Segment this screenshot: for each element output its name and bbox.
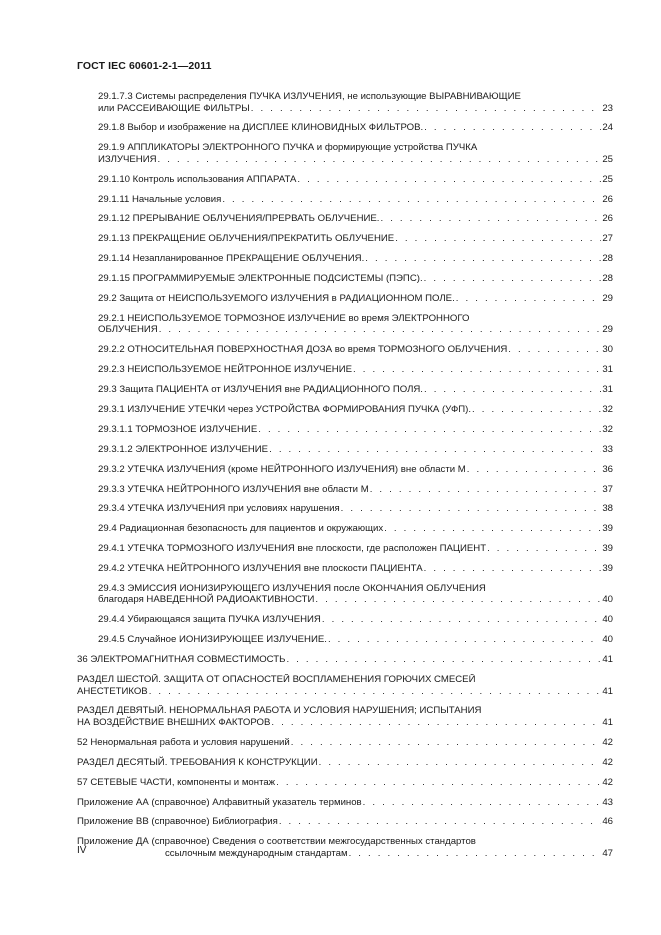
toc-entry-row xyxy=(98,154,613,166)
toc-entry[interactable] xyxy=(77,194,613,206)
toc-entry[interactable] xyxy=(77,737,613,749)
toc-page-number: 27 xyxy=(602,233,613,245)
dot-leader xyxy=(279,816,602,828)
toc-entry-title: РАЗДЕЛ ДЕСЯТЫЙ. ТРЕБОВАНИЯ К КОНСТРУКЦИИ xyxy=(77,756,318,768)
toc-entry[interactable] xyxy=(77,464,613,476)
toc-entry[interactable] xyxy=(77,384,613,396)
toc-page-number: 39 xyxy=(602,523,613,535)
toc-entry-title-line: Приложение ДА (справочное) Сведения о соответствии межгосударственных стандартов xyxy=(77,836,476,848)
dot-leader xyxy=(349,848,602,860)
dot-leader xyxy=(424,563,602,575)
toc-entry[interactable] xyxy=(77,273,613,285)
toc-entry-title: 29.3.1.2 ЭЛЕКТРОННОЕ ИЗЛУЧЕНИЕ xyxy=(98,443,269,455)
dot-leader xyxy=(395,233,601,245)
toc-entry-title: Приложение ВВ (справочное) Библиография xyxy=(77,816,278,828)
toc-page-number: 41 xyxy=(602,685,613,697)
dot-leader xyxy=(341,503,602,515)
toc-page-number: 36 xyxy=(602,463,613,475)
dot-leader xyxy=(487,543,601,555)
toc-entry[interactable] xyxy=(77,122,613,134)
toc-entry[interactable] xyxy=(77,364,613,376)
toc-entry-row xyxy=(98,563,613,575)
dot-leader xyxy=(271,717,601,729)
dot-leader xyxy=(353,364,601,376)
toc-page-number: 32 xyxy=(602,403,613,415)
toc-page-number: 42 xyxy=(602,736,613,748)
toc-entry-title: 29.3 Защита ПАЦИЕНТА от ИЗЛУЧЕНИЯ вне РАДИАЦИОННОГО ПОЛЯ. xyxy=(98,384,423,396)
toc-page-number: 29 xyxy=(602,293,613,305)
toc-entry-row xyxy=(98,324,613,336)
toc-entry-row xyxy=(98,344,613,356)
toc-page-number: 30 xyxy=(602,344,613,356)
toc-page-number: 25 xyxy=(602,173,613,185)
toc-page-number: 26 xyxy=(602,213,613,225)
dot-leader xyxy=(258,424,601,436)
toc-entry-title: 36 ЭЛЕКТРОМАГНИТНАЯ СОВМЕСТИМОСТЬ xyxy=(77,654,286,666)
toc-entry[interactable] xyxy=(77,654,613,666)
dot-leader xyxy=(384,523,601,535)
dot-leader xyxy=(365,253,601,265)
toc-entry-title: или РАССЕИВАЮЩИЕ ФИЛЬТРЫ xyxy=(98,102,250,114)
toc-entry-title: 29.3.4 УТЕЧКА ИЗЛУЧЕНИЯ при условиях нарушения xyxy=(98,503,340,515)
toc-entry-row xyxy=(98,384,613,396)
toc-entry-title-line: РАЗДЕЛ ДЕВЯТЫЙ. НЕНОРМАЛЬНАЯ РАБОТА И УСЛОВИЯ НАРУШЕНИЯ; ИСПЫТАНИЯ xyxy=(77,705,482,717)
toc-entry-title: 52 Ненормальная работа и условия нарушений xyxy=(77,736,290,748)
toc-entry-title: 29.3.1 ИЗЛУЧЕНИЕ УТЕЧКИ через УСТРОЙСТВА ФОРМИРОВАНИЯ ПУЧКА (УФП). xyxy=(98,403,472,415)
toc-entry[interactable] xyxy=(77,344,613,356)
dot-leader xyxy=(269,444,601,456)
toc-entry[interactable] xyxy=(77,816,613,828)
toc-page-number: 42 xyxy=(602,756,613,768)
toc-entry-title: 57 СЕТЕВЫЕ ЧАСТИ, компоненты и монтаж xyxy=(77,776,276,788)
toc-page-number: 23 xyxy=(602,102,613,114)
document-header: ГОСТ IEC 60601-2-1—2011 xyxy=(77,60,212,72)
toc-entry[interactable] xyxy=(77,233,613,245)
toc-entry-title: 29.1.8 Выбор и изображение на ДИСПЛЕЕ КЛИНОВИДНЫХ ФИЛЬТРОВ. xyxy=(98,122,424,134)
toc-entry[interactable] xyxy=(77,583,613,606)
toc-entry-title: благодаря НАВЕДЕННОЙ РАДИОАКТИВНОСТИ xyxy=(98,594,315,606)
toc-entry-title: 29.2.2 ОТНОСИТЕЛЬНАЯ ПОВЕРХНОСТНАЯ ДОЗА во время ТОРМОЗНОГО ОБЛУЧЕНИЯ xyxy=(98,344,508,356)
toc-page-number: 39 xyxy=(602,563,613,575)
toc-entry[interactable] xyxy=(77,404,613,416)
toc-page-number: 40 xyxy=(602,614,613,626)
toc-entry[interactable] xyxy=(77,777,613,789)
toc-entry[interactable] xyxy=(77,213,613,225)
dot-leader xyxy=(315,594,601,606)
toc-entry-title: 29.4.1 УТЕЧКА ТОРМОЗНОГО ИЗЛУЧЕНИЯ вне плоскости, где расположен ПАЦИЕНТ xyxy=(98,543,487,555)
dot-leader xyxy=(159,324,602,336)
toc-entry-row xyxy=(98,273,613,285)
dot-leader xyxy=(472,404,601,416)
toc-entry-row xyxy=(98,543,613,555)
toc-entry-title: ИЗЛУЧЕНИЯ xyxy=(98,153,157,165)
toc-entry-title: 29.4.2 УТЕЧКА НЕЙТРОННОГО ИЗЛУЧЕНИЯ вне плоскости ПАЦИЕНТА xyxy=(98,563,423,575)
dot-leader xyxy=(456,293,602,305)
toc-page-number: 24 xyxy=(602,122,613,134)
toc-entry-row xyxy=(98,424,613,436)
toc-entry-row xyxy=(98,464,613,476)
toc-entry-title: 29.4.5 Случайное ИОНИЗИРУЮЩЕЕ ИЗЛУЧЕНИЕ. xyxy=(98,634,327,646)
toc-entry-row xyxy=(77,848,613,860)
dot-leader xyxy=(363,797,602,809)
toc-entry[interactable] xyxy=(77,705,613,728)
toc-entry-row xyxy=(98,253,613,265)
toc-entry-row xyxy=(98,484,613,496)
toc-entry-title: 29.3.1.1 ТОРМОЗНОЕ ИЗЛУЧЕНИЕ xyxy=(98,423,258,435)
dot-leader xyxy=(508,344,601,356)
toc-entry-row xyxy=(98,122,613,134)
dot-leader xyxy=(319,757,602,769)
dot-leader xyxy=(467,464,602,476)
toc-entry-title: 29.3.2 УТЕЧКА ИЗЛУЧЕНИЯ (кроме НЕЙТРОННОГО ИЗЛУЧЕНИЯ) вне области М xyxy=(98,463,466,475)
toc-entry[interactable] xyxy=(77,836,613,859)
toc-page-number: 28 xyxy=(602,253,613,265)
toc-page-number: 37 xyxy=(602,483,613,495)
toc-entry-title: НА ВОЗДЕЙСТВИЕ ВНЕШНИХ ФАКТОРОВ xyxy=(77,716,271,728)
toc-entry-row xyxy=(98,194,613,206)
toc-page-number: 38 xyxy=(602,503,613,515)
toc-entry-title: 29.3.3 УТЕЧКА НЕЙТРОННОГО ИЗЛУЧЕНИЯ вне области М xyxy=(98,483,369,495)
toc-page-number: 29 xyxy=(602,324,613,336)
dot-leader xyxy=(424,273,602,285)
toc-page-number: 31 xyxy=(602,384,613,396)
toc-page-number: 25 xyxy=(602,153,613,165)
toc-page-number: 42 xyxy=(602,776,613,788)
toc-entry[interactable] xyxy=(77,634,613,646)
toc-entry-row xyxy=(98,233,613,245)
toc-entry-row xyxy=(77,737,613,749)
toc-page-number: 32 xyxy=(602,423,613,435)
toc-entry[interactable] xyxy=(77,674,613,697)
toc-entry[interactable] xyxy=(77,424,613,436)
toc-entry[interactable] xyxy=(77,563,613,575)
toc-entry-row xyxy=(98,444,613,456)
toc-page-number: 43 xyxy=(602,796,613,808)
toc-entry-title: Приложение АА (справочное) Алфавитный указатель терминов xyxy=(77,796,362,808)
toc-entry-title: ссылочным международным стандартам xyxy=(165,847,348,859)
dot-leader xyxy=(424,122,601,134)
toc-entry-title-line: 29.1.9 АППЛИКАТОРЫ ЭЛЕКТРОННОГО ПУЧКА и формирующие устройства ПУЧКА xyxy=(98,142,478,154)
toc-entry-row xyxy=(77,654,613,666)
toc-entry-row xyxy=(98,174,613,186)
toc-entry-row xyxy=(77,777,613,789)
toc-entry-row xyxy=(77,797,613,809)
toc-page-number: 40 xyxy=(602,634,613,646)
toc-entry[interactable] xyxy=(77,543,613,555)
toc-entry-title: 29.1.11 Начальные условия xyxy=(98,193,222,205)
page-number: IV xyxy=(77,845,87,856)
dot-leader xyxy=(370,484,602,496)
toc-entry-row xyxy=(98,634,613,646)
toc-entry-title: 29.2.3 НЕИСПОЛЬЗУЕМОЕ НЕЙТРОННОЕ ИЗЛУЧЕНИЕ xyxy=(98,364,353,376)
toc-entry-title: 29.1.12 ПРЕРЫВАНИЕ ОБЛУЧЕНИЯ/ПРЕРВАТЬ ОБЛУЧЕНИЕ. xyxy=(98,213,380,225)
toc-entry-row xyxy=(77,686,613,698)
table-of-contents xyxy=(77,91,613,868)
dot-leader xyxy=(149,686,602,698)
toc-entry-row xyxy=(98,614,613,626)
toc-entry[interactable] xyxy=(77,313,613,336)
toc-entry-title: 29.1.13 ПРЕКРАЩЕНИЕ ОБЛУЧЕНИЯ/ПРЕКРАТИТЬ ОБЛУЧЕНИЕ xyxy=(98,233,395,245)
toc-page-number: 33 xyxy=(602,443,613,455)
toc-entry-title: 29.4.4 Убирающаяся защита ПУЧКА ИЗЛУЧЕНИЯ xyxy=(98,614,321,626)
toc-page-number: 41 xyxy=(602,716,613,728)
toc-entry-row xyxy=(77,757,613,769)
toc-entry[interactable] xyxy=(77,142,613,165)
toc-page-number: 41 xyxy=(602,654,613,666)
toc-entry-title: ОБЛУЧЕНИЯ xyxy=(98,324,158,336)
toc-entry-row xyxy=(77,717,613,729)
dot-leader xyxy=(380,213,601,225)
toc-entry[interactable] xyxy=(77,503,613,515)
toc-entry-title: АНЕСТЕТИКОВ xyxy=(77,685,148,697)
dot-leader xyxy=(322,614,601,626)
dot-leader xyxy=(291,737,602,749)
toc-page-number: 39 xyxy=(602,543,613,555)
toc-entry-row xyxy=(98,293,613,305)
dot-leader xyxy=(158,154,602,166)
toc-entry[interactable] xyxy=(77,253,613,265)
dot-leader xyxy=(251,103,602,115)
toc-entry[interactable] xyxy=(77,797,613,809)
toc-entry[interactable] xyxy=(77,757,613,769)
toc-entry-row xyxy=(98,594,613,606)
toc-entry-title-line: 29.4.3 ЭМИССИЯ ИОНИЗИРУЮЩЕГО ИЗЛУЧЕНИЯ после ОКОНЧАНИЯ ОБЛУЧЕНИЯ xyxy=(98,582,486,594)
toc-entry-row xyxy=(98,503,613,515)
toc-entry[interactable] xyxy=(77,523,613,535)
toc-page-number: 28 xyxy=(602,273,613,285)
toc-entry-title: 29.1.15 ПРОГРАММИРУЕМЫЕ ЭЛЕКТРОННЫЕ ПОДСИСТЕМЫ (ПЭПС). xyxy=(98,273,423,285)
toc-entry-row xyxy=(98,103,613,115)
toc-entry-row xyxy=(98,404,613,416)
toc-entry[interactable] xyxy=(77,444,613,456)
dot-leader xyxy=(222,194,601,206)
toc-entry-row xyxy=(98,213,613,225)
toc-entry[interactable] xyxy=(77,614,613,626)
toc-entry-title: 29.2 Защита от НЕИСПОЛЬЗУЕМОГО ИЗЛУЧЕНИЯ в РАДИАЦИОННОМ ПОЛЕ. xyxy=(98,293,455,305)
toc-page-number: 31 xyxy=(602,364,613,376)
toc-entry-title: 29.1.10 Контроль использования АППАРАТА xyxy=(98,173,297,185)
dot-leader xyxy=(286,654,601,666)
toc-page-number: 26 xyxy=(602,193,613,205)
dot-leader xyxy=(297,174,601,186)
toc-entry-title-line: РАЗДЕЛ ШЕСТОЙ. ЗАЩИТА ОТ ОПАСНОСТЕЙ ВОСПЛАМЕНЕНИЯ ГОРЮЧИХ СМЕСЕЙ xyxy=(77,674,476,686)
toc-entry-row xyxy=(98,523,613,535)
toc-entry-title: 29.1.14 Незапланированное ПРЕКРАЩЕНИЕ ОБЛУЧЕНИЯ. xyxy=(98,253,365,265)
toc-entry[interactable] xyxy=(77,293,613,305)
dot-leader xyxy=(276,777,601,789)
toc-entry-title: 29.4 Радиационная безопасность для пациентов и окружающих xyxy=(98,523,384,535)
toc-page-number: 46 xyxy=(602,816,613,828)
toc-entry-row xyxy=(98,364,613,376)
toc-entry[interactable] xyxy=(77,174,613,186)
toc-entry-title-line: 29.1.7.3 Системы распределения ПУЧКА ИЗЛУЧЕНИЯ, не использующие ВЫРАВНИВАЮЩИЕ xyxy=(98,91,521,102)
dot-leader xyxy=(328,634,601,646)
toc-entry-title-line: 29.2.1 НЕИСПОЛЬЗУЕМОЕ ТОРМОЗНОЕ ИЗЛУЧЕНИЕ во время ЭЛЕКТРОННОГО xyxy=(98,312,470,324)
toc-entry-row xyxy=(77,816,613,828)
toc-entry[interactable] xyxy=(77,91,613,114)
dot-leader xyxy=(424,384,601,396)
toc-entry[interactable] xyxy=(77,484,613,496)
toc-page-number: 40 xyxy=(602,594,613,606)
toc-page-number: 47 xyxy=(602,847,613,859)
